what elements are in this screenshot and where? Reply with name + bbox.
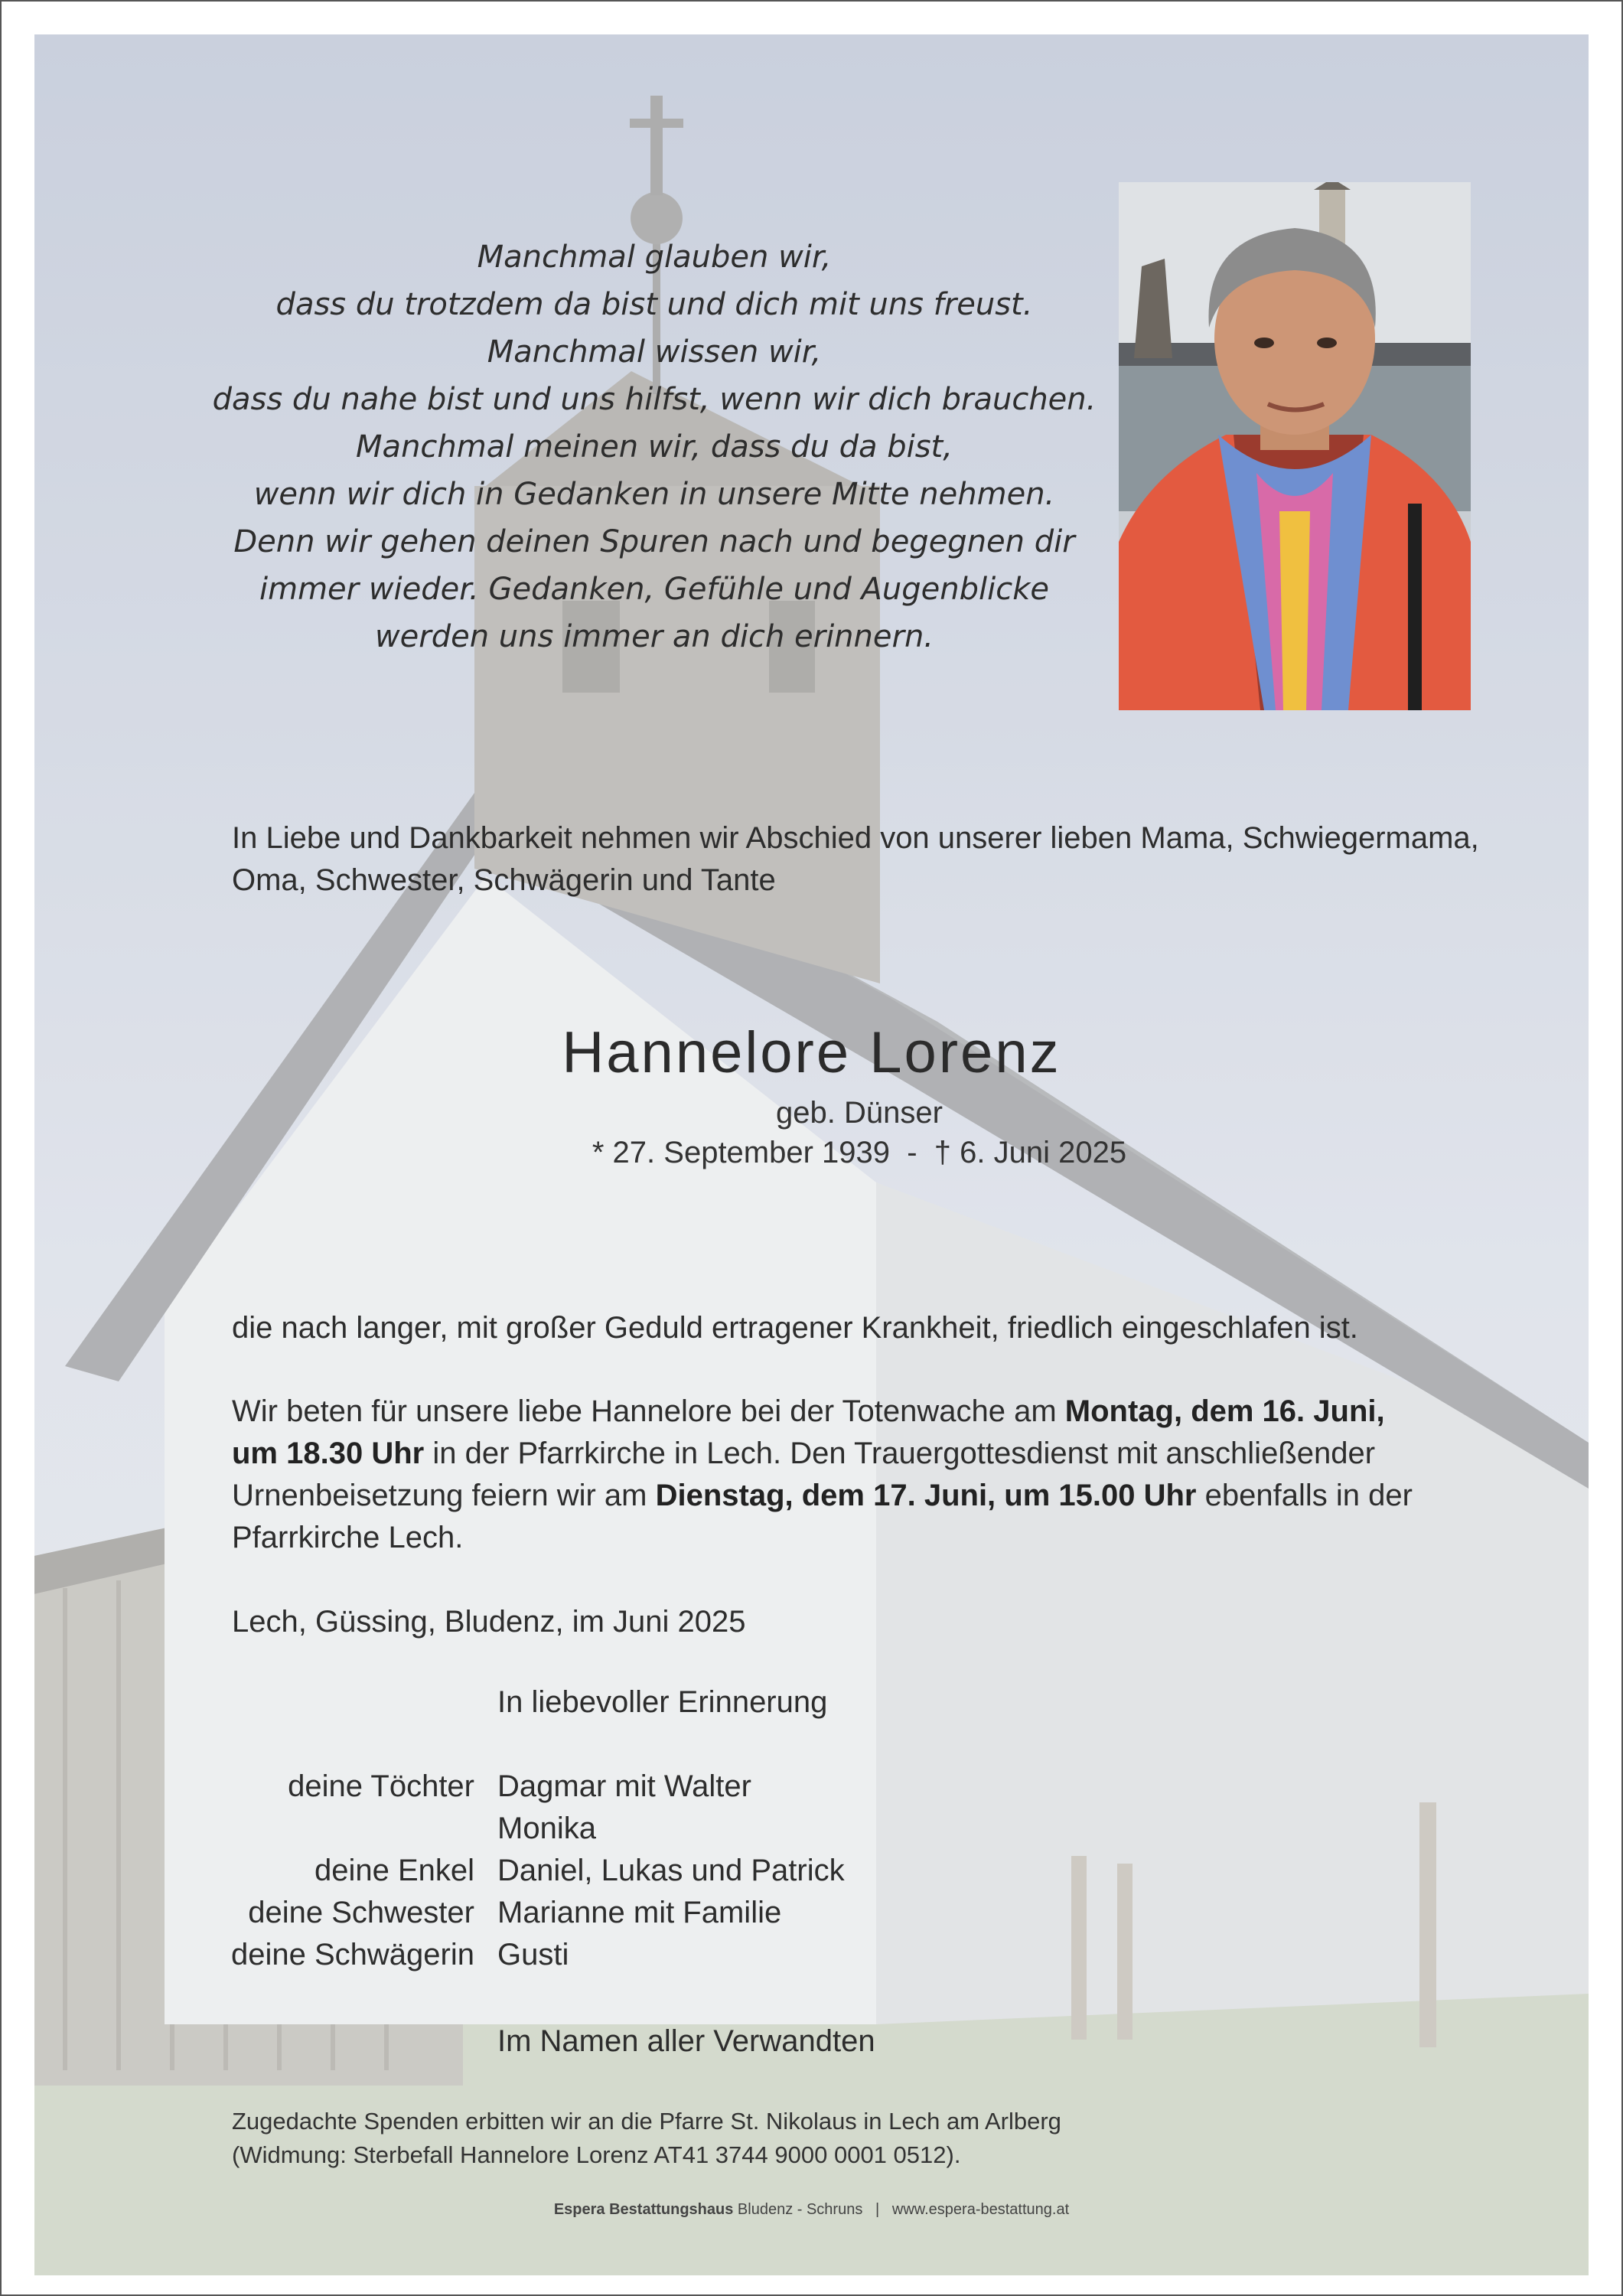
poem-line: Manchmal meinen wir, dass du da bist, (356, 429, 953, 465)
poem-line: Manchmal wissen wir, (487, 334, 822, 370)
mourner-names: Gusti (497, 1938, 569, 1971)
service-text: in der Pfarrkirche in Lech. Den Trauergottesdienst mit anschließender Urnenbeisetzung feiern wir am (232, 1437, 1376, 1512)
poem-line: immer wieder. Gedanken, Gefühle und Augenblicke (259, 572, 1049, 607)
place-date: Lech, Güssing, Bludenz, im Juni 2025 (232, 1605, 746, 1639)
poem-line: dass du nahe bist und uns hilfst, wenn wir dich brauchen. (212, 382, 1097, 417)
mourner-relation: deine Töchter (288, 1769, 474, 1803)
footer-locations: Bludenz - Schruns (733, 2201, 863, 2218)
remembrance-line: In liebevoller Erinnerung (497, 1685, 828, 1719)
deceased-name: Hannelore Lorenz (562, 1020, 1061, 1085)
poem-line: dass du trotzdem da bist und dich mit uns freust. (275, 287, 1033, 322)
footer (0, 2201, 1623, 2219)
service-paragraph (232, 1391, 1426, 1559)
mourner-relation: deine Enkel (314, 1854, 474, 1887)
wake-time: Montag, dem 16. Juni, um 18.30 Uhr (232, 1394, 1385, 1470)
mourner-names: Dagmar mit Walter (497, 1769, 751, 1803)
donation-line: (Widmung: Sterbefall Hannelore Lorenz AT41 3744 9000 0001 0512). (232, 2141, 961, 2168)
birth-name: geb. Dünser (776, 1096, 943, 1130)
mourner-relation: deine Schwägerin (231, 1938, 474, 1971)
mourner-names: Marianne mit Familie (497, 1896, 782, 1929)
portrait-photo (1119, 182, 1471, 710)
poem-line: wenn wir dich in Gedanken in unsere Mitte nehmen. (253, 477, 1055, 512)
closing-line: Im Namen aller Verwandten (497, 2024, 875, 2058)
life-dates: * 27. September 1939 - † 6. Juni 2025 (592, 1136, 1127, 1169)
footer-company: Espera Bestattungshaus (553, 2201, 734, 2218)
poem-line: Denn wir gehen deinen Spuren nach und begegnen dir (233, 524, 1075, 559)
service-text: ebenfalls in der Pfarrkirche Lech. (232, 1479, 1413, 1554)
mourner-names: Daniel, Lukas und Patrick (497, 1854, 845, 1887)
service-text: Wir beten für unsere liebe Hannelore bei der Totenwache am (232, 1394, 1065, 1428)
intro-text: In Liebe und Dankbarkeit nehmen wir Abschied von unserer lieben Mama, Schwiegermama, Oma, Schwester, Schwägerin und Tante (232, 821, 1479, 897)
donation-line: Zugedachte Spenden erbitten wir an die Pfarre St. Nikolaus in Lech am Arlberg (232, 2108, 1061, 2135)
footer-separator: | (862, 2201, 892, 2218)
poem-line: werden uns immer an dich erinnern. (374, 619, 934, 654)
donation-note (232, 2105, 1061, 2172)
funeral-time: Dienstag, dem 17. Juni, um 15.00 Uhr (655, 1479, 1197, 1512)
passing-text: die nach langer, mit großer Geduld ertragener Krankheit, friedlich eingeschlafen ist. (232, 1311, 1358, 1345)
poem-line: Manchmal glauben wir, (477, 240, 832, 275)
mourner-names: Monika (497, 1812, 596, 1845)
poem (176, 233, 1133, 660)
footer-website-link[interactable]: www.espera-bestattung.at (891, 2201, 1070, 2218)
mourner-relation: deine Schwester (248, 1896, 474, 1929)
